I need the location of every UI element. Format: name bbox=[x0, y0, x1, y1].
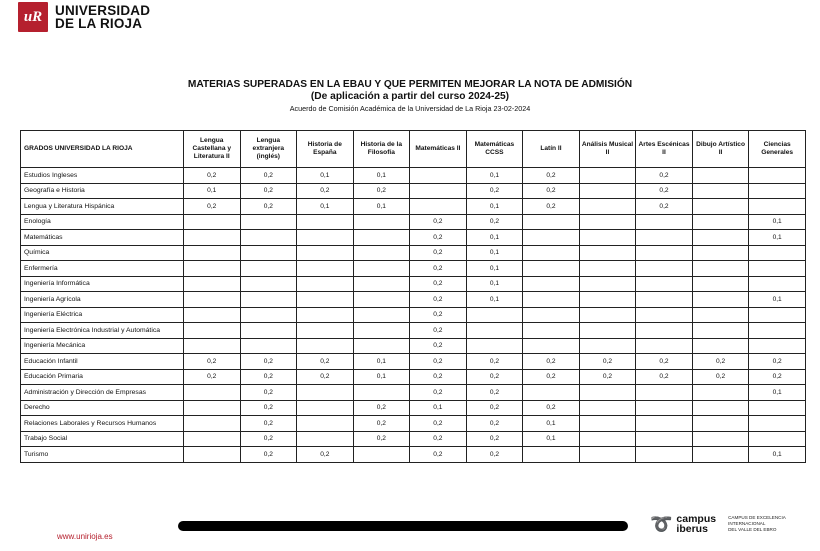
weight-cell bbox=[466, 338, 523, 354]
weight-cell bbox=[579, 199, 636, 215]
weight-cell: 0,2 bbox=[410, 276, 467, 292]
campus-tag-1: CAMPUS DE EXCELENCIA bbox=[728, 515, 786, 520]
weight-cell: 0,2 bbox=[410, 385, 467, 401]
weight-cell bbox=[240, 307, 297, 323]
logo-mark: uR bbox=[18, 2, 48, 32]
weight-cell: 0,2 bbox=[636, 354, 693, 370]
weight-cell bbox=[184, 292, 241, 308]
weight-cell bbox=[636, 245, 693, 261]
weight-cell: 0,1 bbox=[466, 245, 523, 261]
weight-cell: 0,2 bbox=[466, 431, 523, 447]
weight-cell bbox=[749, 307, 806, 323]
weight-cell bbox=[184, 323, 241, 339]
weight-cell bbox=[692, 323, 749, 339]
weight-cell bbox=[184, 245, 241, 261]
weight-cell bbox=[240, 292, 297, 308]
campus-word-2: iberus bbox=[676, 523, 708, 535]
weight-cell bbox=[523, 276, 580, 292]
table-row bbox=[21, 245, 806, 261]
campus-word-1: campus bbox=[676, 513, 717, 525]
table-row bbox=[21, 183, 806, 199]
weight-cell bbox=[692, 431, 749, 447]
weight-cell: 0,1 bbox=[749, 385, 806, 401]
weight-cell: 0,2 bbox=[410, 245, 467, 261]
agreement-note: Acuerdo de Comisión Académica de la Universidad de La Rioja 23-02-2024 bbox=[289, 104, 531, 113]
weight-cell: 0,2 bbox=[579, 369, 636, 385]
horizontal-scrollbar[interactable] bbox=[178, 521, 628, 531]
degree-name: Relaciones Laborales y Recursos Humanos bbox=[21, 416, 184, 432]
weight-cell bbox=[636, 230, 693, 246]
degree-name: Ingeniería Informática bbox=[21, 276, 184, 292]
document-title: MATERIAS SUPERADAS EN LA EBAU Y QUE PERMITEN MEJORAR LA NOTA DE ADMISIÓN bbox=[187, 79, 633, 90]
weight-cell bbox=[184, 447, 241, 463]
campus-words bbox=[676, 514, 716, 534]
weight-cell bbox=[692, 276, 749, 292]
weight-cell: 0,1 bbox=[297, 168, 354, 184]
table-row bbox=[21, 400, 806, 416]
table-row bbox=[21, 447, 806, 463]
weight-cell: 0,2 bbox=[297, 447, 354, 463]
weight-cell bbox=[692, 230, 749, 246]
weight-cell bbox=[636, 416, 693, 432]
column-header: Latín II bbox=[523, 131, 580, 168]
table-row bbox=[21, 292, 806, 308]
weight-cell bbox=[579, 431, 636, 447]
weight-cell bbox=[579, 276, 636, 292]
weight-cell bbox=[297, 230, 354, 246]
degree-name: Ingeniería Mecánica bbox=[21, 338, 184, 354]
weight-cell: 0,2 bbox=[466, 369, 523, 385]
weight-cell: 0,2 bbox=[636, 183, 693, 199]
document-subtitle: (De aplicación a partir del curso 2024-25) bbox=[310, 91, 510, 102]
degree-name: Enología bbox=[21, 214, 184, 230]
degree-name: Turismo bbox=[21, 447, 184, 463]
table-row bbox=[21, 199, 806, 215]
weight-cell bbox=[297, 214, 354, 230]
weight-cell bbox=[297, 245, 354, 261]
weight-cell bbox=[692, 447, 749, 463]
weight-cell: 0,1 bbox=[353, 369, 410, 385]
weight-cell bbox=[636, 323, 693, 339]
weight-cell bbox=[240, 323, 297, 339]
logo-line-1: UNIVERSIDAD bbox=[55, 3, 151, 18]
table-row bbox=[21, 307, 806, 323]
table-row bbox=[21, 369, 806, 385]
weight-cell bbox=[579, 261, 636, 277]
column-header: Historia de la Filosofía bbox=[353, 131, 410, 168]
weight-cell: 0,2 bbox=[410, 338, 467, 354]
degree-name: Trabajo Social bbox=[21, 431, 184, 447]
weight-cell bbox=[240, 230, 297, 246]
weight-cell bbox=[184, 338, 241, 354]
weight-cell bbox=[523, 307, 580, 323]
weight-cell bbox=[636, 307, 693, 323]
weight-cell: 0,2 bbox=[184, 369, 241, 385]
weight-cell: 0,2 bbox=[749, 354, 806, 370]
weight-cell bbox=[240, 338, 297, 354]
weight-cell bbox=[240, 214, 297, 230]
column-header: Artes Escénicas II bbox=[636, 131, 693, 168]
weight-cell bbox=[579, 168, 636, 184]
degree-name: Matemáticas bbox=[21, 230, 184, 246]
weight-cell bbox=[240, 276, 297, 292]
weight-cell: 0,2 bbox=[523, 400, 580, 416]
weight-cell bbox=[297, 307, 354, 323]
weight-cell bbox=[466, 323, 523, 339]
weight-cell: 0,1 bbox=[523, 431, 580, 447]
table-row bbox=[21, 261, 806, 277]
degree-name: Ingeniería Eléctrica bbox=[21, 307, 184, 323]
table-header-row bbox=[21, 131, 806, 168]
weight-cell bbox=[410, 168, 467, 184]
weight-cell: 0,2 bbox=[410, 354, 467, 370]
weight-cell: 0,2 bbox=[297, 183, 354, 199]
table-row bbox=[21, 416, 806, 432]
weight-cell: 0,2 bbox=[184, 199, 241, 215]
weight-cell bbox=[749, 276, 806, 292]
weight-cell bbox=[184, 307, 241, 323]
weight-cell bbox=[353, 385, 410, 401]
campus-iberus-logo bbox=[650, 514, 786, 534]
footer-url-link[interactable]: www.unirioja.es bbox=[57, 532, 113, 541]
weight-cell: 0,2 bbox=[466, 447, 523, 463]
weight-cell bbox=[184, 214, 241, 230]
weight-cell: 0,1 bbox=[466, 276, 523, 292]
weight-cell bbox=[636, 447, 693, 463]
weight-cell bbox=[579, 292, 636, 308]
degree-name: Lengua y Literatura Hispánica bbox=[21, 199, 184, 215]
weight-cell: 0,2 bbox=[410, 214, 467, 230]
weight-cell bbox=[240, 245, 297, 261]
weight-cell: 0,2 bbox=[410, 369, 467, 385]
weight-cell: 0,2 bbox=[297, 369, 354, 385]
table-row bbox=[21, 276, 806, 292]
degree-name: Geografía e Historia bbox=[21, 183, 184, 199]
weight-cell: 0,2 bbox=[240, 199, 297, 215]
weight-cell bbox=[353, 214, 410, 230]
weight-cell bbox=[636, 214, 693, 230]
table-row bbox=[21, 385, 806, 401]
weight-cell bbox=[579, 214, 636, 230]
weight-cell: 0,2 bbox=[353, 183, 410, 199]
degree-name: Química bbox=[21, 245, 184, 261]
table-row bbox=[21, 338, 806, 354]
weight-cell bbox=[523, 447, 580, 463]
weight-cell: 0,1 bbox=[466, 199, 523, 215]
weight-cell: 0,2 bbox=[240, 431, 297, 447]
weight-cell bbox=[636, 400, 693, 416]
weight-cell: 0,2 bbox=[410, 431, 467, 447]
weight-cell bbox=[579, 307, 636, 323]
weight-cell: 0,2 bbox=[240, 369, 297, 385]
weight-cell bbox=[184, 400, 241, 416]
weight-cell: 0,2 bbox=[523, 369, 580, 385]
column-header: Análisis Musical II bbox=[579, 131, 636, 168]
weight-cell bbox=[692, 214, 749, 230]
weight-cell bbox=[636, 431, 693, 447]
weight-cell: 0,2 bbox=[353, 400, 410, 416]
weight-cell: 0,2 bbox=[353, 416, 410, 432]
weight-cell: 0,2 bbox=[579, 354, 636, 370]
weight-cell bbox=[523, 230, 580, 246]
weight-cell: 0,2 bbox=[297, 354, 354, 370]
column-header: Ciencias Generales bbox=[749, 131, 806, 168]
weight-cell: 0,2 bbox=[410, 230, 467, 246]
column-header: Historia de España bbox=[297, 131, 354, 168]
weight-cell bbox=[353, 338, 410, 354]
weight-cell: 0,2 bbox=[240, 168, 297, 184]
weight-cell: 0,1 bbox=[466, 230, 523, 246]
weight-cell bbox=[523, 323, 580, 339]
weight-cell bbox=[579, 245, 636, 261]
weight-cell bbox=[297, 431, 354, 447]
weight-cell: 0,2 bbox=[240, 385, 297, 401]
weight-cell bbox=[692, 292, 749, 308]
weight-cell: 0,1 bbox=[410, 400, 467, 416]
logo-line-2: DE LA RIOJA bbox=[55, 16, 143, 31]
campus-tag-2: INTERNACIONAL bbox=[728, 521, 766, 526]
weight-cell bbox=[636, 338, 693, 354]
weight-cell: 0,1 bbox=[466, 292, 523, 308]
weight-cell: 0,2 bbox=[692, 354, 749, 370]
weight-cell bbox=[579, 400, 636, 416]
weight-cell bbox=[749, 199, 806, 215]
weight-cell bbox=[523, 338, 580, 354]
weight-cell bbox=[636, 276, 693, 292]
weight-cell: 0,1 bbox=[353, 168, 410, 184]
weight-cell: 0,2 bbox=[410, 292, 467, 308]
degree-name: Enfermería bbox=[21, 261, 184, 277]
weight-cell: 0,2 bbox=[410, 447, 467, 463]
weight-cell: 0,2 bbox=[353, 431, 410, 447]
weight-cell: 0,1 bbox=[184, 183, 241, 199]
weight-cell bbox=[579, 416, 636, 432]
weight-cell bbox=[579, 183, 636, 199]
weight-cell bbox=[692, 416, 749, 432]
weight-cell bbox=[184, 385, 241, 401]
weight-cell bbox=[749, 245, 806, 261]
weight-cell bbox=[353, 276, 410, 292]
weight-cell: 0,2 bbox=[466, 400, 523, 416]
weight-cell bbox=[297, 385, 354, 401]
weight-cell: 0,2 bbox=[636, 369, 693, 385]
weight-cell: 0,1 bbox=[523, 416, 580, 432]
degree-name: Derecho bbox=[21, 400, 184, 416]
weight-cell bbox=[636, 261, 693, 277]
weight-cell bbox=[692, 168, 749, 184]
weight-cell bbox=[523, 214, 580, 230]
weight-cell bbox=[523, 245, 580, 261]
table-row bbox=[21, 214, 806, 230]
degree-name: Ingeniería Electrónica Industrial y Automática bbox=[21, 323, 184, 339]
weight-cell bbox=[297, 276, 354, 292]
weight-cell: 0,2 bbox=[410, 307, 467, 323]
table-row bbox=[21, 431, 806, 447]
weight-cell: 0,1 bbox=[749, 230, 806, 246]
weight-cell: 0,2 bbox=[240, 354, 297, 370]
weight-cell: 0,2 bbox=[636, 168, 693, 184]
weight-cell bbox=[692, 385, 749, 401]
weight-cell bbox=[353, 292, 410, 308]
weight-cell: 0,2 bbox=[240, 447, 297, 463]
column-header-degree: GRADOS UNIVERSIDAD LA RIOJA bbox=[21, 131, 184, 168]
weight-cell: 0,1 bbox=[749, 447, 806, 463]
weight-cell bbox=[297, 323, 354, 339]
weight-cell bbox=[749, 168, 806, 184]
weight-cell bbox=[466, 307, 523, 323]
weight-cell: 0,2 bbox=[410, 416, 467, 432]
weight-cell bbox=[184, 276, 241, 292]
degree-name: Educación Infantil bbox=[21, 354, 184, 370]
weight-cell bbox=[692, 307, 749, 323]
weight-cell bbox=[749, 400, 806, 416]
weight-cell: 0,2 bbox=[466, 416, 523, 432]
weight-cell bbox=[353, 230, 410, 246]
weight-cell: 0,2 bbox=[184, 354, 241, 370]
column-header: Dibujo Artístico II bbox=[692, 131, 749, 168]
weight-cell: 0,1 bbox=[353, 354, 410, 370]
weight-cell bbox=[410, 183, 467, 199]
degree-name: Administración y Dirección de Empresas bbox=[21, 385, 184, 401]
degree-name: Ingeniería Agrícola bbox=[21, 292, 184, 308]
weight-cell bbox=[184, 261, 241, 277]
weight-cell: 0,2 bbox=[466, 354, 523, 370]
weight-cell bbox=[692, 199, 749, 215]
weight-cell bbox=[184, 416, 241, 432]
weight-cell bbox=[749, 183, 806, 199]
weight-cell: 0,1 bbox=[749, 214, 806, 230]
weight-cell: 0,2 bbox=[410, 261, 467, 277]
column-header: Lengua extranjera (inglés) bbox=[240, 131, 297, 168]
campus-tagline bbox=[728, 515, 786, 533]
weight-cell bbox=[523, 385, 580, 401]
weight-cell bbox=[353, 447, 410, 463]
weight-cell: 0,2 bbox=[523, 199, 580, 215]
logo-text bbox=[55, 4, 150, 30]
weight-cell bbox=[353, 261, 410, 277]
weight-cell: 0,2 bbox=[523, 354, 580, 370]
weight-cell: 0,1 bbox=[466, 168, 523, 184]
table-row bbox=[21, 323, 806, 339]
weight-cell: 0,2 bbox=[466, 183, 523, 199]
weight-cell bbox=[184, 230, 241, 246]
weight-cell bbox=[297, 400, 354, 416]
weight-cell: 0,2 bbox=[636, 199, 693, 215]
degree-name: Educación Primaria bbox=[21, 369, 184, 385]
table-body bbox=[21, 168, 806, 463]
weight-cell bbox=[692, 245, 749, 261]
campus-tag-3: DEL VALLE DEL EBRO bbox=[728, 527, 777, 532]
weight-cell bbox=[353, 307, 410, 323]
weight-cell: 0,2 bbox=[184, 168, 241, 184]
weights-table bbox=[20, 130, 806, 463]
weight-cell bbox=[579, 385, 636, 401]
weight-cell: 0,2 bbox=[410, 323, 467, 339]
weight-cell bbox=[353, 323, 410, 339]
weight-cell bbox=[579, 447, 636, 463]
table-row bbox=[21, 168, 806, 184]
weight-cell bbox=[523, 292, 580, 308]
weight-cell bbox=[353, 245, 410, 261]
weight-cell bbox=[523, 261, 580, 277]
weight-cell bbox=[749, 261, 806, 277]
weight-cell bbox=[240, 261, 297, 277]
weight-cell bbox=[297, 338, 354, 354]
weight-cell bbox=[297, 261, 354, 277]
campus-iberus-icon: ➰ bbox=[650, 514, 673, 534]
weight-cell bbox=[749, 323, 806, 339]
weight-cell: 0,1 bbox=[297, 199, 354, 215]
weight-cell: 0,2 bbox=[466, 214, 523, 230]
weight-cell bbox=[297, 292, 354, 308]
weight-cell bbox=[749, 431, 806, 447]
table-row bbox=[21, 354, 806, 370]
column-header: Lengua Castellana y Literatura II bbox=[184, 131, 241, 168]
weight-cell: 0,2 bbox=[240, 416, 297, 432]
weight-cell bbox=[636, 385, 693, 401]
column-header: Matemáticas CCSS bbox=[466, 131, 523, 168]
weight-cell bbox=[579, 230, 636, 246]
weight-cell: 0,1 bbox=[749, 292, 806, 308]
weight-cell bbox=[749, 338, 806, 354]
weight-cell bbox=[636, 292, 693, 308]
weight-cell: 0,2 bbox=[523, 183, 580, 199]
weight-cell bbox=[184, 431, 241, 447]
weight-cell: 0,2 bbox=[692, 369, 749, 385]
column-header: Matemáticas II bbox=[410, 131, 467, 168]
weight-cell: 0,2 bbox=[240, 400, 297, 416]
weight-cell bbox=[749, 416, 806, 432]
weight-cell bbox=[692, 183, 749, 199]
table-row bbox=[21, 230, 806, 246]
weight-cell: 0,2 bbox=[523, 168, 580, 184]
degree-name: Estudios Ingleses bbox=[21, 168, 184, 184]
weight-cell bbox=[579, 323, 636, 339]
weight-cell bbox=[692, 400, 749, 416]
weight-cell bbox=[692, 338, 749, 354]
weight-cell: 0,1 bbox=[466, 261, 523, 277]
university-logo bbox=[18, 2, 150, 32]
weight-cell: 0,2 bbox=[240, 183, 297, 199]
weight-cell: 0,1 bbox=[353, 199, 410, 215]
weight-cell: 0,2 bbox=[466, 385, 523, 401]
weight-cell bbox=[692, 261, 749, 277]
weight-cell bbox=[579, 338, 636, 354]
weight-cell bbox=[297, 416, 354, 432]
document-heading bbox=[0, 79, 820, 114]
weight-cell: 0,2 bbox=[749, 369, 806, 385]
weight-cell bbox=[410, 199, 467, 215]
